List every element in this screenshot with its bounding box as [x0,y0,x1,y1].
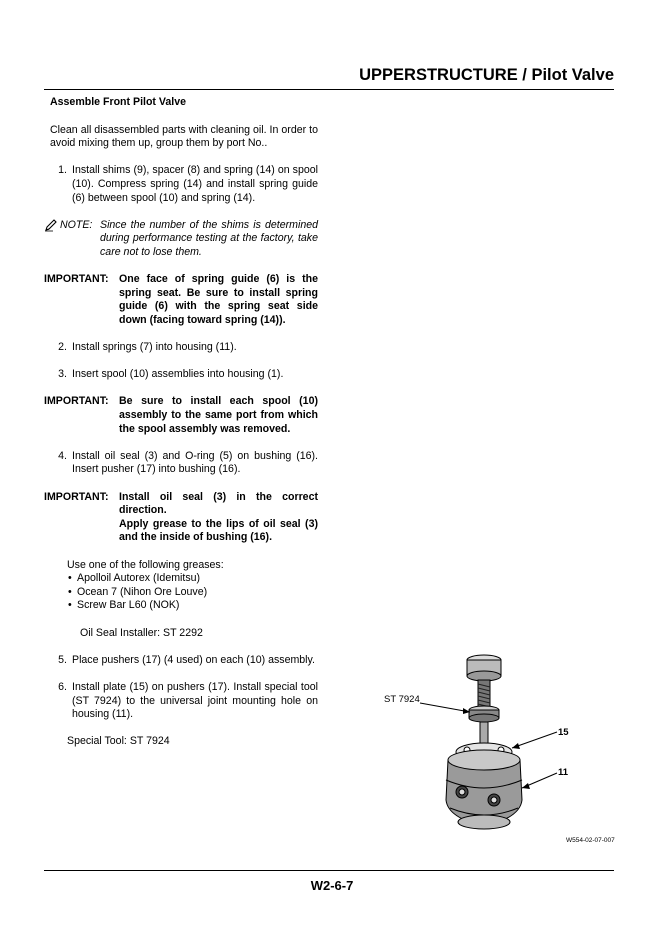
greases-intro: Use one of the following greases: [67,558,224,571]
step-number: 4. [58,449,67,462]
page-header-title: UPPERSTRUCTURE / Pilot Valve [359,66,614,84]
important-text: Install oil seal (3) in the correct direction. Apply grease to the lips of oil seal (3) and the inside of bushing (16). [119,490,318,544]
step-3 [44,368,318,382]
step-2 [44,341,318,355]
footer-rule [44,870,614,871]
callout-special-tool: ST 7924 [384,694,420,705]
special-tool: Special Tool: ST 7924 [67,735,170,748]
step-number: 2. [58,341,67,354]
step-text: Install oil seal (3) and O-ring (5) on bushing (16). Insert pusher (17) into bushing (16). [72,449,318,476]
step-text: Place pushers (17) (4 used) on each (10) assembly. [72,653,315,666]
step-number: 5. [58,653,67,666]
important-text: One face of spring guide (6) is the spring seat. Be sure to install spring guide (6) with the spring seat side down (facing toward spring (14)). [119,273,318,326]
note-text: Since the number of the shims is determined during performance testing at the factory, take care not to lose them. [100,218,318,258]
step-6 [44,681,318,722]
list-item: • Screw Bar L60 (NOK) [67,599,318,613]
step-text: Install plate (15) on pushers (17). Install special tool (ST 7924) to the universal joint mounting hole on housing (11). [72,680,318,721]
callout-housing-11: 11 [558,767,569,778]
figure-id: W554-02-07-007 [566,837,615,844]
step-text: Insert spool (10) assemblies into housing (1). [72,368,284,381]
important-text: Be sure to install each spool (10) assembly to the same port from which the spool assembly was removed. [119,395,318,435]
instruction-column [44,96,318,763]
step-number: 1. [58,164,67,177]
step-1 [44,164,318,205]
step-4 [44,450,318,477]
header-rule [44,89,614,90]
intro-paragraph: Clean all disassembled parts with cleaning oil. In order to avoid mixing them up, group them by port No.. [50,123,318,150]
list-item: • Ocean 7 (Nihon Ore Louve) [67,586,318,600]
pilot-valve-illustration [370,640,620,850]
step-text: Install springs (7) into housing (11). [72,341,237,354]
important-label: IMPORTANT: [44,395,109,408]
step-text: Install shims (9), spacer (8) and spring (14) on spool (10). Compress spring (14) and install spring guide (6) between spool (10) and spring (14). [72,164,318,204]
important-block-3 [44,491,318,545]
pencil-icon [44,219,58,232]
page-number: W2-6-7 [310,878,354,893]
important-block-1 [44,273,318,327]
callout-plate-15: 15 [558,727,569,738]
list-item: • Apolloil Autorex (Idemitsu) [67,572,318,586]
note-block [44,219,318,260]
step-number: 6. [58,680,67,693]
step-number: 3. [58,368,67,381]
important-label: IMPORTANT: [44,490,109,503]
important-block-2 [44,395,318,436]
section-title: Assemble Front Pilot Valve [50,96,186,108]
important-label: IMPORTANT: [44,273,109,286]
oil-seal-installer: Oil Seal Installer: ST 2292 [80,626,203,639]
step-5 [44,654,318,668]
note-label: NOTE: [44,219,100,260]
greases-list [67,572,318,613]
